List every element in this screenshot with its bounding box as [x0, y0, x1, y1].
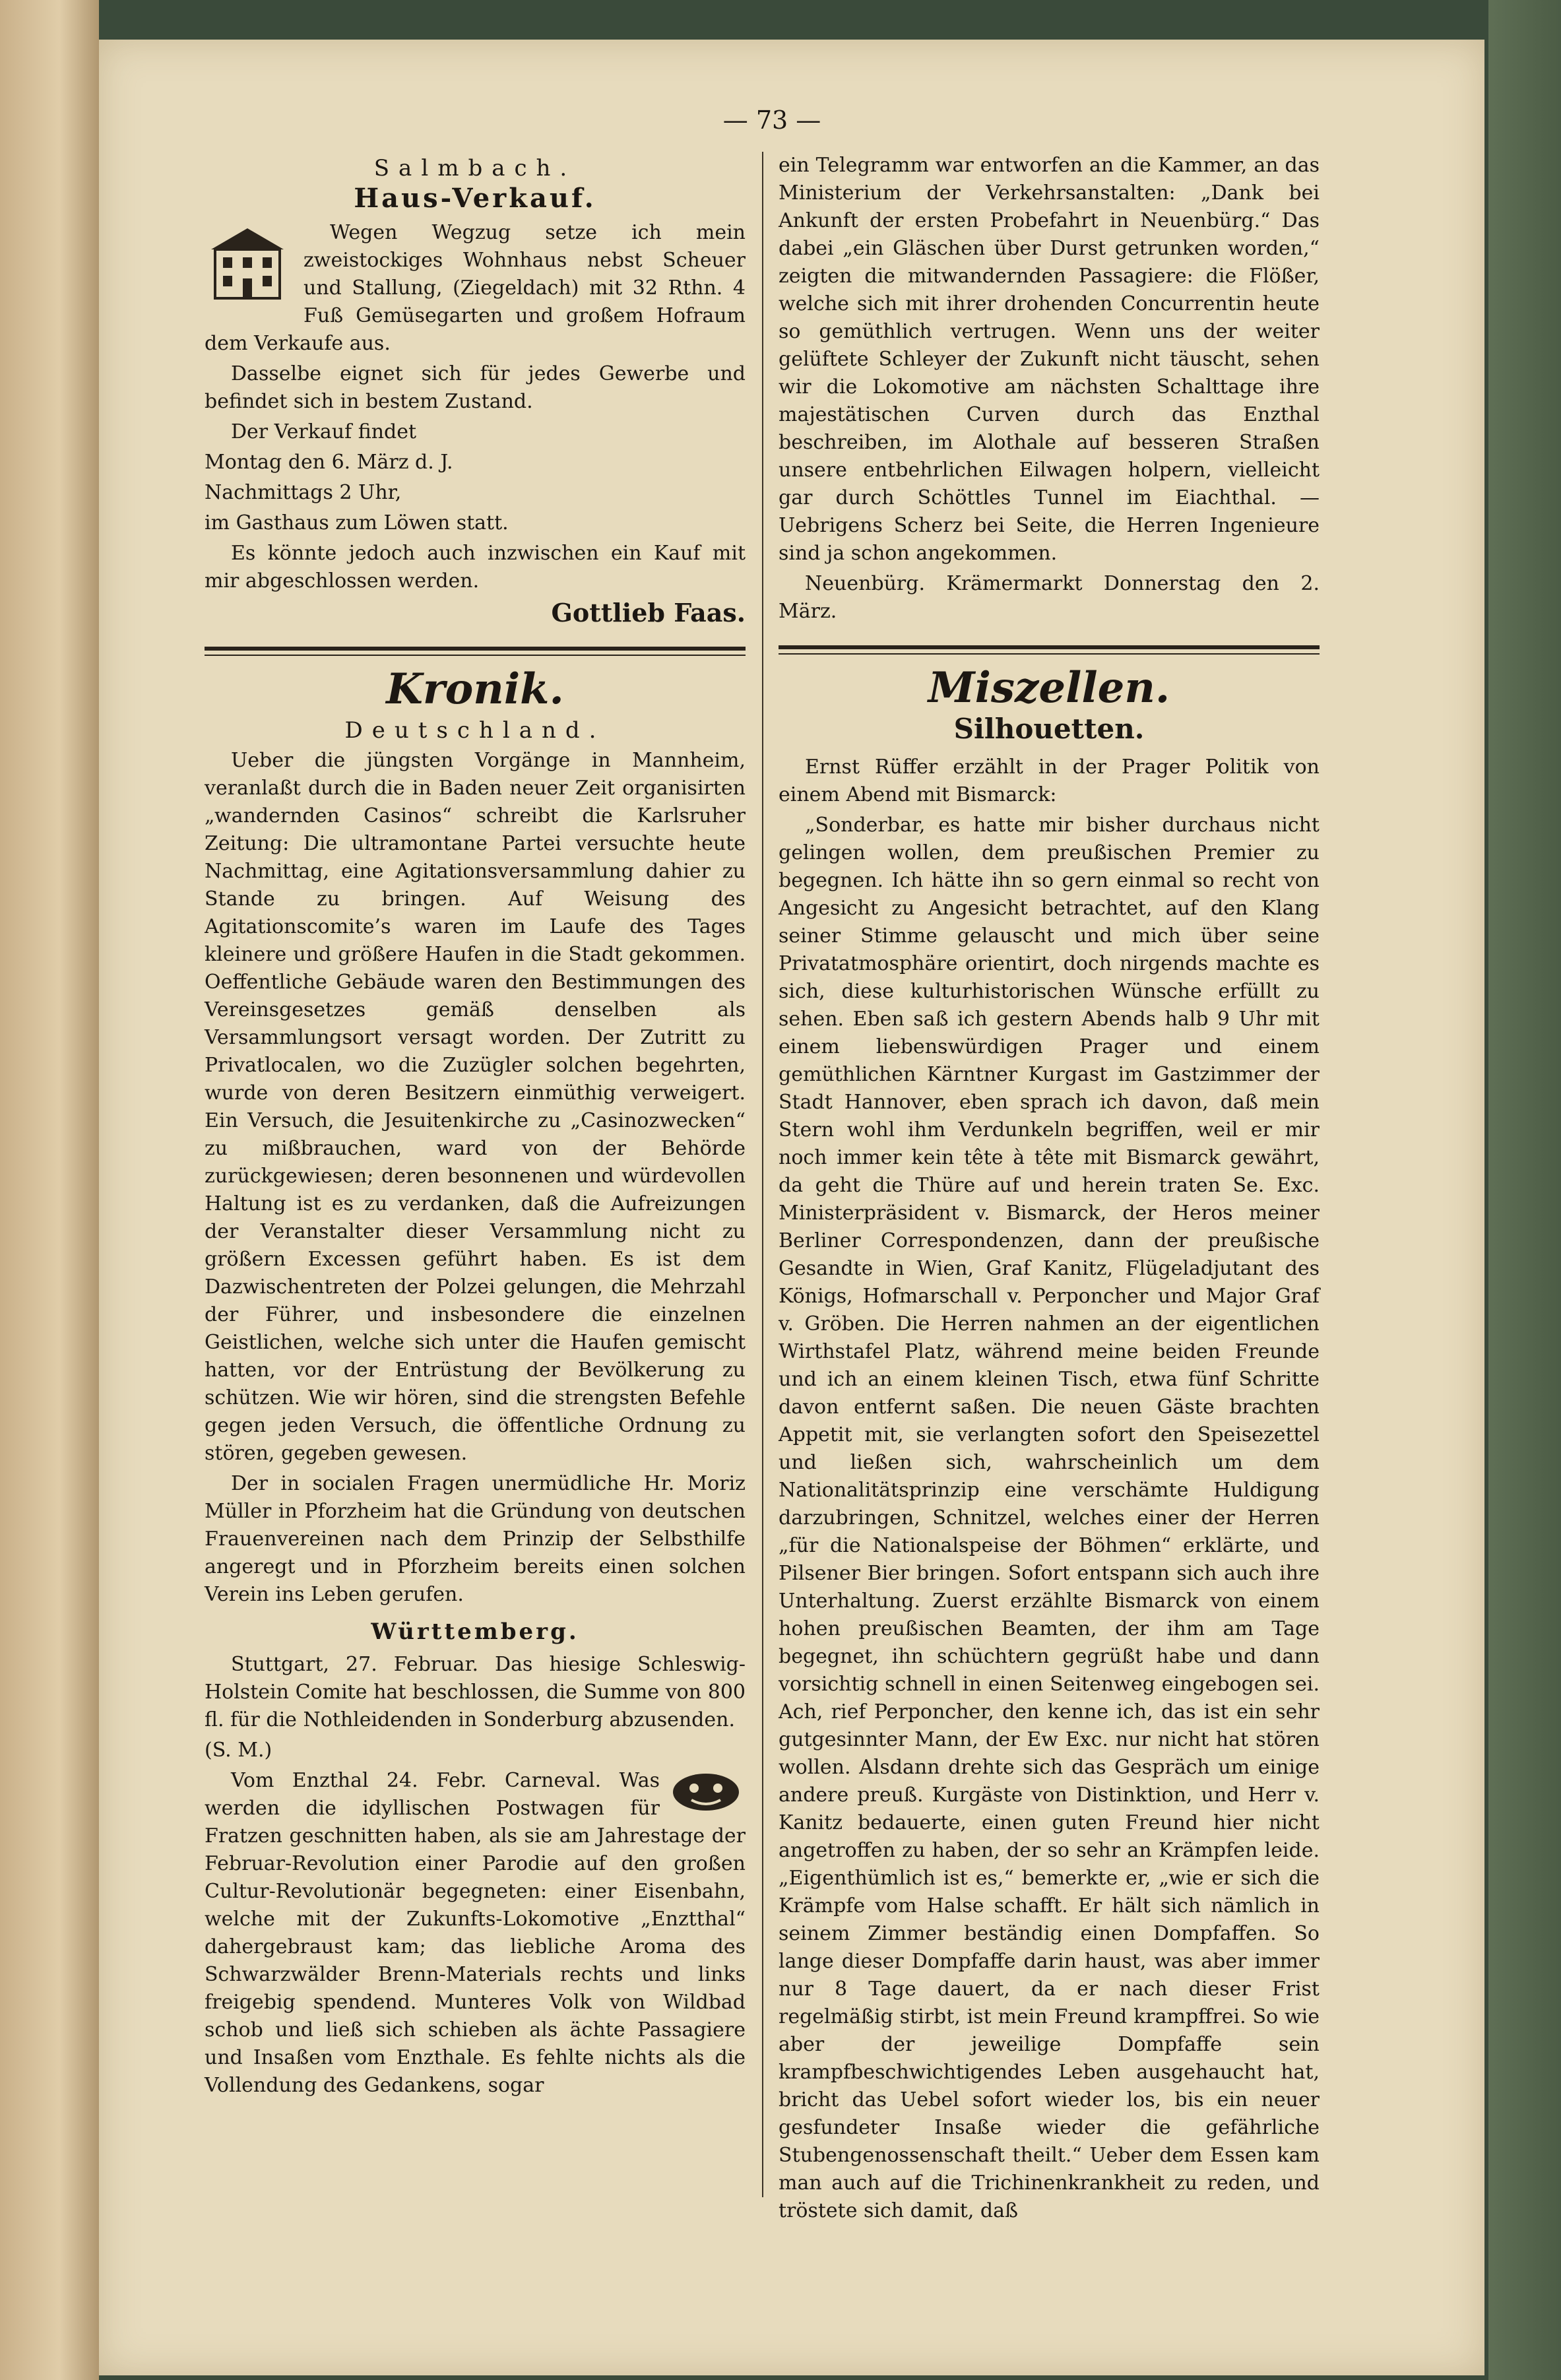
article-paragraph: Ueber die jüngsten Vorgänge in Mannheim, veranlaßt durch die in Baden neuer Zeit organisirten „wandernden Casinos“ schreibt die Karlsruher Zeitung: Die ultramontane Partei versuchte heute Nachmittag, eine Agitationsversammlung dahier zu Stande zu bringen. Auf Weisung des Agitationscomite’s waren im Laufe des Tages kleinere und größere Haufen in die Stadt gekommen. Oeffentliche Gebäude waren den Bestimmungen des Vereinsgesetzes gemäß denselben als Versammlungsort versagt worden. Der Zutritt zu Privatlocalen, wo die Zuzügler solchen begehrten, wurde von deren Besitzern einmüthig verweigert. Ein Versuch, die Jesuitenkirche zu „Casinozwecken“ zu mißbrauchen, ward von der Behörde zurückgewiesen; deren besonnenen und würdevollen Haltung ist es zu verdanken, daß die Aufreizungen der Veranstalter dieser Versammlung nicht zu größern Excessen geführt haben. Es ist dem Dazwischentreten der Polzei gelungen, die Mehrzahl der Führer, und insbesondere die einzelnen Geistlichen, welche sich unter die Haufen gemischt hatten, vor der Entrüstung der Bevölkerung zu schützen. Wie wir hören, sind die strengsten Befehle gegen jeden Versuch, die öffentliche Ordnung zu stören, gegeben gewesen. — [205, 749, 746, 1465]
ad-date: Montag den 6. März d. J. — [205, 451, 453, 474]
region-heading: Deutschland. — [344, 717, 606, 744]
section-title-kronik: Kronik. — [386, 664, 564, 714]
ad-paragraph: Wegen Wegzug setze ich mein zweistockiges Wohnhaus nebst Scheuer und Stallung, (Ziegeldach) mit 32 Rthn. 4 Fuß Gemüsegarten und großem Hofraum dem Verkaufe aus. — [205, 221, 746, 355]
ad-paragraph: Der Verkauf findet — [231, 420, 417, 443]
carnival-head-icon — [666, 1767, 746, 1813]
article-paragraph: „Sonderbar, es hatte mir bisher durchaus nicht gelingen wollen, dem preußischen Premier zu begegnen. Ich hätte ihn so gern einmal so recht von Angesicht zu Angesicht betrachtet, auf den Klang seiner Stimme gelauscht und mich über seine Privatatmosphäre orientirt, doch nirgends machte es sich, diese kulturhistorischen Wünsche erfüllt zu sehen. Eben saß ich gestern Abends halb 9 Uhr mit einem liebenswürdigen Prager und einem gemüthlichen Kärntner Kurgast im Gastzimmer der Stadt Hannover, eben sprach ich davon, daß mein Stern wohl ihm Verdunkeln begriffen, weil er mir noch immer kein tête à tête mit Bismarck gewährt, da geht die Thüre auf und herein traten Se. Exc. Ministerpräsident v. Bismarck, der Heros meiner Berliner Correspondenzen, dann der preußische Gesandte in Wien, Graf Kanitz, Flügeladjutant des Königs, Hofmarschall v. Perponcher und Major Graf v. Gröben. Die Herren nahmen an der eigentlichen Wirthstafel Platz, während meine beiden Freunde und ich an einem kleinen Tisch, etwa fünf Schritte davon entfernt saßen. Die neuen Gäste brachten Appetit mit, sie verlangten sofort den Speisezettel und ließen sich, wahrscheinlich um dem Nationalitätsprinzip eine verschämte Huldigung darzubringen, Schnitzel, welches einer der Herren „für die Nationalspeise der Böhmen“ erklärte, und Pilsener Bier bringen. Sofort entspann sich auch ihre Unterhaltung. Zuerst erzählte Bismarck von einem hohen preußischen Beamten, der ihm am Tage begegnet, ihn schüchtern gegrüßt habe und dann vorsichtig schnell in einen Seitenweg eingebogen sei. Ach, rief Perponcher, den kenne ich, das ist ein sehr gutgesinnter Mann, der Ew Exc. nur nicht hat stören wollen. Alsdann drehte sich das Gespräch um einige andere preuß. Kurgäste von Distinktion, und Herr v. Kanitz bedauerte, einen guten Freund hier nicht angetroffen zu haben, der so sehr an Krämpfen leide. „Eigenthümlich ist es,“ bemerkte er, „wie er sich die Krämpfe vom Halse schafft. Er hält sich nämlich in seinem Zimmer beständig einen Dompfaffen. So lange dieser Dompfaffe darin haust, was aber immer nur 8 Tage dauert, da er nach dieser Frist regelmäßig stirbt, ist mein Freund krampffrei. So wie aber der jeweilige Dompfaffe sein krampfbeschwichtigendes Leben ausgehaucht hat, bricht das Uebel sofort wieder los, bis ein neuer gesfundeter Insaße wieder die gefährliche Stubengenossenschaft theilt.“ Ueber dem Essen kam man auch auf die Trichinenkrankheit zu reden, und tröstete sich damit, daß — [779, 814, 1320, 2222]
section-divider — [779, 645, 1320, 649]
adjacent-page-edge — [0, 0, 99, 2380]
right-column — [779, 152, 1320, 2228]
article-paragraph: ein Telegramm war entworfen an die Kammer, an das Ministerium der Verkehrsanstalten: „Dank bei Ankunft der ersten Probefahrt in Neuenbürg.“ Das dabei „ein Gläschen über Durst getrunken worden,“ zeigten die mitwandernden Passagiere: die Flößer, welche sich mit ihrer drohenden Concurrentin heute so gemüthlich vertrugen. Wenn uns der weiter gelüftete Schleyer der Zukunft nicht täuscht, sehen wir die Lokomotive am nächsten Schalttage ihre majestätischen Curven durch das Enzthal beschreiben, im Alothale auf besseren Straßen unsere entbehrlichen Eilwagen holpern, vielleicht gar durch Schöttles Tunnel im Eiachthal. — Uebrigens Scherz bei Seite, die Herren Ingenieure sind ja schon angekommen. — [779, 154, 1320, 565]
region-heading: Württemberg. — [371, 1619, 579, 1645]
column-divider — [762, 152, 763, 2197]
subsection-title: Silhouetten. — [953, 713, 1145, 745]
article-paragraph: Der in socialen Fragen unermüdliche Hr. Moriz Müller in Pforzheim hat die Gründung von deutschen Frauenvereinen nach dem Prinzip der Selbsthilfe angeregt und in Pforzheim bereits einen solchen Verein ins Leben gerufen. — [205, 1472, 746, 1606]
house-icon — [205, 223, 290, 302]
article-paragraph: Stuttgart, 27. Februar. Das hiesige Schleswig-Holstein Comite hat beschlossen, die Summe von 800 fl. für die Nothleidenden in Sonderburg abzusenden. — [205, 1653, 746, 1731]
ad-paragraph: Es könnte jedoch auch inzwischen ein Kauf mit mir abgeschlossen werden. — [205, 542, 746, 593]
ad-paragraph: im Gasthaus zum Löwen statt. — [205, 511, 509, 534]
article-source: (S. M.) — [205, 1739, 272, 1762]
section-divider-thin — [205, 655, 746, 656]
ad-title: Haus-Verkauf. — [354, 183, 596, 214]
page-number: — 73 — — [722, 106, 821, 135]
ad-paragraph: Dasselbe eignet sich für jedes Gewerbe und befindet sich in bestem Zustand. — [205, 362, 746, 413]
article-intro: Ernst Rüffer erzählt in der Prager Politik von einem Abend mit Bismarck: — [779, 756, 1320, 806]
ad-time: Nachmittags 2 Uhr, — [205, 481, 402, 504]
section-divider-thin — [779, 653, 1320, 655]
ad-signature: Gottlieb Faas. — [551, 598, 746, 627]
market-notice: Neuenbürg. Krämermarkt Donnerstag den 2. März. — [779, 572, 1320, 623]
article-paragraph: Vom Enzthal 24. Febr. Carneval. Was werden die idyllischen Postwagen für Fratzen geschnitten haben, als sie am Jahrestage der Februar-Revolution einer Parodie auf den großen Cultur-Revolutionär begegneten: einer Eisenbahn, welche mit der Zukunfts-Lokomotive „Enztthal“ dahergebraust kam; das liebliche Aroma des Schwarzwälder Brenn-Materials rechts und links freigebig spendend. Munteres Volk von Wildbad schob und ließ sich schieben als ächte Passagiere und Insaßen vom Enzthale. Es fehlte nichts als die Vollendung des Gedankens, sogar — [205, 1769, 746, 2097]
left-column — [205, 152, 746, 2102]
ad-place: Salmbach. — [373, 155, 577, 181]
section-divider — [205, 647, 746, 651]
section-title-miszellen: Miszellen. — [928, 663, 1170, 713]
book-cover-edge — [1488, 0, 1561, 2380]
